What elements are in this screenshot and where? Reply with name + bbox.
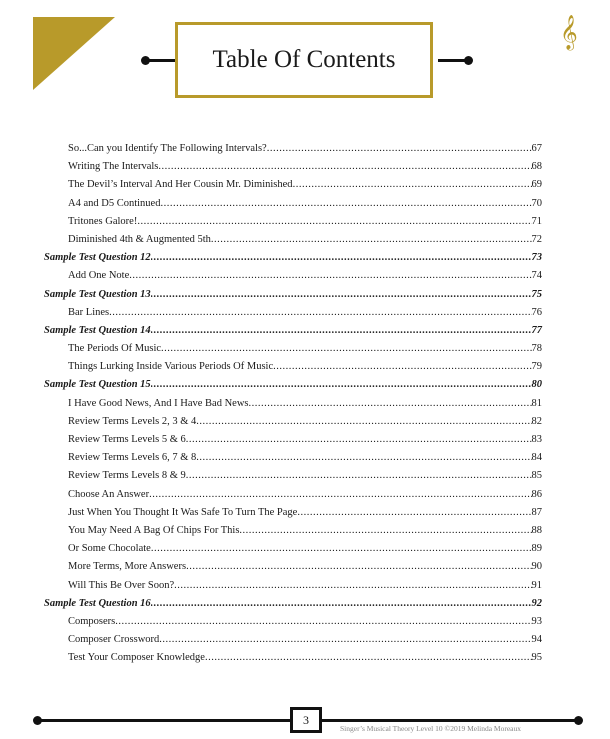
toc-dot-leader xyxy=(161,343,531,354)
toc-entry[interactable] xyxy=(44,452,542,470)
footer-line-right xyxy=(322,719,578,722)
toc-entry-page: 95 xyxy=(531,652,542,664)
toc-entry[interactable] xyxy=(44,525,542,543)
toc-dot-leader xyxy=(158,161,531,172)
toc-entry-title: Sample Test Question 12 xyxy=(44,252,151,264)
table-of-contents xyxy=(44,143,542,670)
toc-entry[interactable] xyxy=(44,361,542,379)
toc-entry-page: 86 xyxy=(531,488,542,500)
treble-clef-icon: 𝄞 xyxy=(560,15,578,50)
toc-entry-title: Review Terms Levels 8 & 9 xyxy=(68,470,186,482)
toc-entry-page: 67 xyxy=(531,143,542,154)
toc-dot-leader xyxy=(151,252,532,263)
toc-dot-leader xyxy=(297,507,531,518)
toc-entry[interactable] xyxy=(44,470,542,488)
toc-entry-title: Will This Be Over Soon? xyxy=(68,579,175,591)
toc-entry-page: 87 xyxy=(531,506,542,518)
toc-dot-leader xyxy=(151,598,532,609)
toc-dot-leader xyxy=(137,216,531,227)
toc-entry-page: 93 xyxy=(531,615,542,627)
toc-entry-title: Just When You Thought It Was Safe To Turn The Page xyxy=(68,506,298,518)
toc-dot-leader xyxy=(249,398,532,409)
toc-entry[interactable] xyxy=(44,198,542,216)
toc-entry-page: 70 xyxy=(531,197,542,209)
toc-entry[interactable] xyxy=(44,398,542,416)
toc-entry-page: 69 xyxy=(531,179,542,191)
toc-dot-leader xyxy=(151,289,532,300)
toc-entry-title: I Have Good News, And I Have Bad News xyxy=(68,397,249,409)
toc-dot-leader xyxy=(293,179,532,190)
toc-entry-page: 92 xyxy=(531,597,542,609)
title-dot-right xyxy=(464,56,473,65)
title-box xyxy=(175,22,433,98)
title-dot-left xyxy=(141,56,150,65)
toc-entry[interactable] xyxy=(44,543,542,561)
toc-entry-page: 82 xyxy=(531,415,542,427)
toc-entry-page: 91 xyxy=(531,579,542,591)
page-title: Table Of Contents xyxy=(212,46,396,73)
toc-entry[interactable] xyxy=(44,270,542,288)
footer-dot-left xyxy=(33,716,42,725)
toc-entry-page: 83 xyxy=(531,434,542,445)
toc-entry-page: 80 xyxy=(531,379,542,391)
toc-entry-title: Review Terms Levels 5 & 6 xyxy=(68,434,186,445)
toc-entry-title: Things Lurking Inside Various Periods Of Music xyxy=(68,361,274,373)
toc-entry-page: 81 xyxy=(531,397,542,409)
toc-dot-leader xyxy=(196,416,531,427)
toc-dot-leader xyxy=(151,379,532,390)
toc-dot-leader xyxy=(211,234,532,245)
toc-entry-title: The Periods Of Music xyxy=(68,343,162,355)
toc-section-entry[interactable] xyxy=(44,598,542,616)
toc-entry[interactable] xyxy=(44,652,542,670)
toc-dot-leader xyxy=(186,470,532,481)
toc-entry-page: 71 xyxy=(531,215,542,227)
toc-entry-title: The Devil’s Interval And Her Cousin Mr. Diminished xyxy=(68,179,293,191)
toc-entry-title: A4 and D5 Continued xyxy=(68,197,161,209)
toc-entry[interactable] xyxy=(44,307,542,325)
toc-entry-title: Sample Test Question 13 xyxy=(44,288,151,300)
toc-entry[interactable] xyxy=(44,634,542,652)
page-number-box xyxy=(290,707,322,733)
toc-section-entry[interactable] xyxy=(44,289,542,307)
toc-entry-page: 85 xyxy=(531,470,542,482)
toc-entry-title: Diminished 4th & Augmented 5th xyxy=(68,233,211,245)
toc-dot-leader xyxy=(109,307,531,318)
toc-dot-leader xyxy=(196,452,531,463)
toc-entry-title: Add One Note xyxy=(68,270,130,282)
toc-entry-page: 90 xyxy=(531,561,542,573)
toc-section-entry[interactable] xyxy=(44,325,542,343)
toc-entry-title: Review Terms Levels 6, 7 & 8 xyxy=(68,452,197,464)
toc-entry-title: More Terms, More Answers xyxy=(68,561,187,573)
toc-entry[interactable] xyxy=(44,561,542,579)
toc-entry-title: Review Terms Levels 2, 3 & 4 xyxy=(68,415,197,427)
toc-entry-title: Composers xyxy=(68,615,116,627)
toc-entry-title: Writing The Intervals xyxy=(68,161,159,173)
toc-dot-leader xyxy=(273,361,531,372)
toc-entry-page: 75 xyxy=(531,288,542,300)
toc-entry-title: Test Your Composer Knowledge xyxy=(68,652,205,664)
toc-entry-title: Bar Lines xyxy=(68,306,110,318)
toc-entry-page: 72 xyxy=(531,233,542,245)
toc-entry-page: 74 xyxy=(531,270,542,282)
toc-dot-leader xyxy=(151,325,532,336)
toc-entry[interactable] xyxy=(44,234,542,252)
toc-entry-page: 79 xyxy=(531,361,542,373)
toc-dot-leader xyxy=(159,634,531,645)
toc-entry[interactable] xyxy=(44,216,542,234)
toc-entry-title: Sample Test Question 15 xyxy=(44,379,151,391)
toc-entry-page: 88 xyxy=(531,524,542,536)
toc-entry-title: Tritones Galore! xyxy=(68,215,138,227)
toc-entry-title: So...Can you Identify The Following Intervals? xyxy=(68,143,267,154)
footer-line-left xyxy=(38,719,290,722)
toc-entry-title: You May Need A Bag Of Chips For This xyxy=(68,524,240,536)
toc-dot-leader xyxy=(174,580,531,591)
toc-entry[interactable] xyxy=(44,616,542,634)
toc-entry-title: Choose An Answer xyxy=(68,488,150,500)
toc-dot-leader xyxy=(267,143,532,154)
page-number: 3 xyxy=(303,712,309,727)
toc-entry-page: 78 xyxy=(531,343,542,355)
toc-entry[interactable] xyxy=(44,343,542,361)
toc-dot-leader xyxy=(129,270,531,281)
toc-entry-page: 73 xyxy=(531,252,542,264)
footer-dot-right xyxy=(574,716,583,725)
toc-dot-leader xyxy=(149,489,531,500)
title-line-left xyxy=(147,59,177,62)
toc-section-entry[interactable] xyxy=(44,252,542,270)
toc-entry[interactable] xyxy=(44,507,542,525)
toc-entry[interactable] xyxy=(44,489,542,507)
toc-entry-title: Sample Test Question 16 xyxy=(44,597,151,609)
toc-entry-title: Sample Test Question 14 xyxy=(44,324,151,336)
toc-section-entry[interactable] xyxy=(44,379,542,397)
toc-entry[interactable] xyxy=(44,434,542,452)
toc-dot-leader xyxy=(151,543,532,554)
toc-entry-title: Or Some Chocolate xyxy=(68,543,151,555)
toc-entry-page: 89 xyxy=(531,543,542,555)
toc-entry-page: 77 xyxy=(531,324,542,336)
toc-dot-leader xyxy=(239,525,531,536)
toc-dot-leader xyxy=(115,616,531,627)
toc-dot-leader xyxy=(205,652,532,663)
toc-entry[interactable] xyxy=(44,143,542,161)
toc-entry-page: 84 xyxy=(531,452,542,464)
toc-entry-title: Composer Crossword xyxy=(68,634,160,646)
toc-dot-leader xyxy=(186,434,532,445)
toc-dot-leader xyxy=(160,198,531,209)
toc-entry[interactable] xyxy=(44,179,542,197)
toc-entry[interactable] xyxy=(44,580,542,598)
corner-triangle-decoration xyxy=(33,17,115,90)
toc-dot-leader xyxy=(186,561,531,572)
toc-entry-page: 76 xyxy=(531,306,542,318)
toc-entry-page: 94 xyxy=(531,634,542,646)
footer-credit: Singer’s Musical Theory Level 10 ©2019 Melinda Moreaux xyxy=(340,724,522,733)
toc-entry[interactable] xyxy=(44,416,542,434)
toc-entry[interactable] xyxy=(44,161,542,179)
toc-entry-page: 68 xyxy=(531,161,542,173)
